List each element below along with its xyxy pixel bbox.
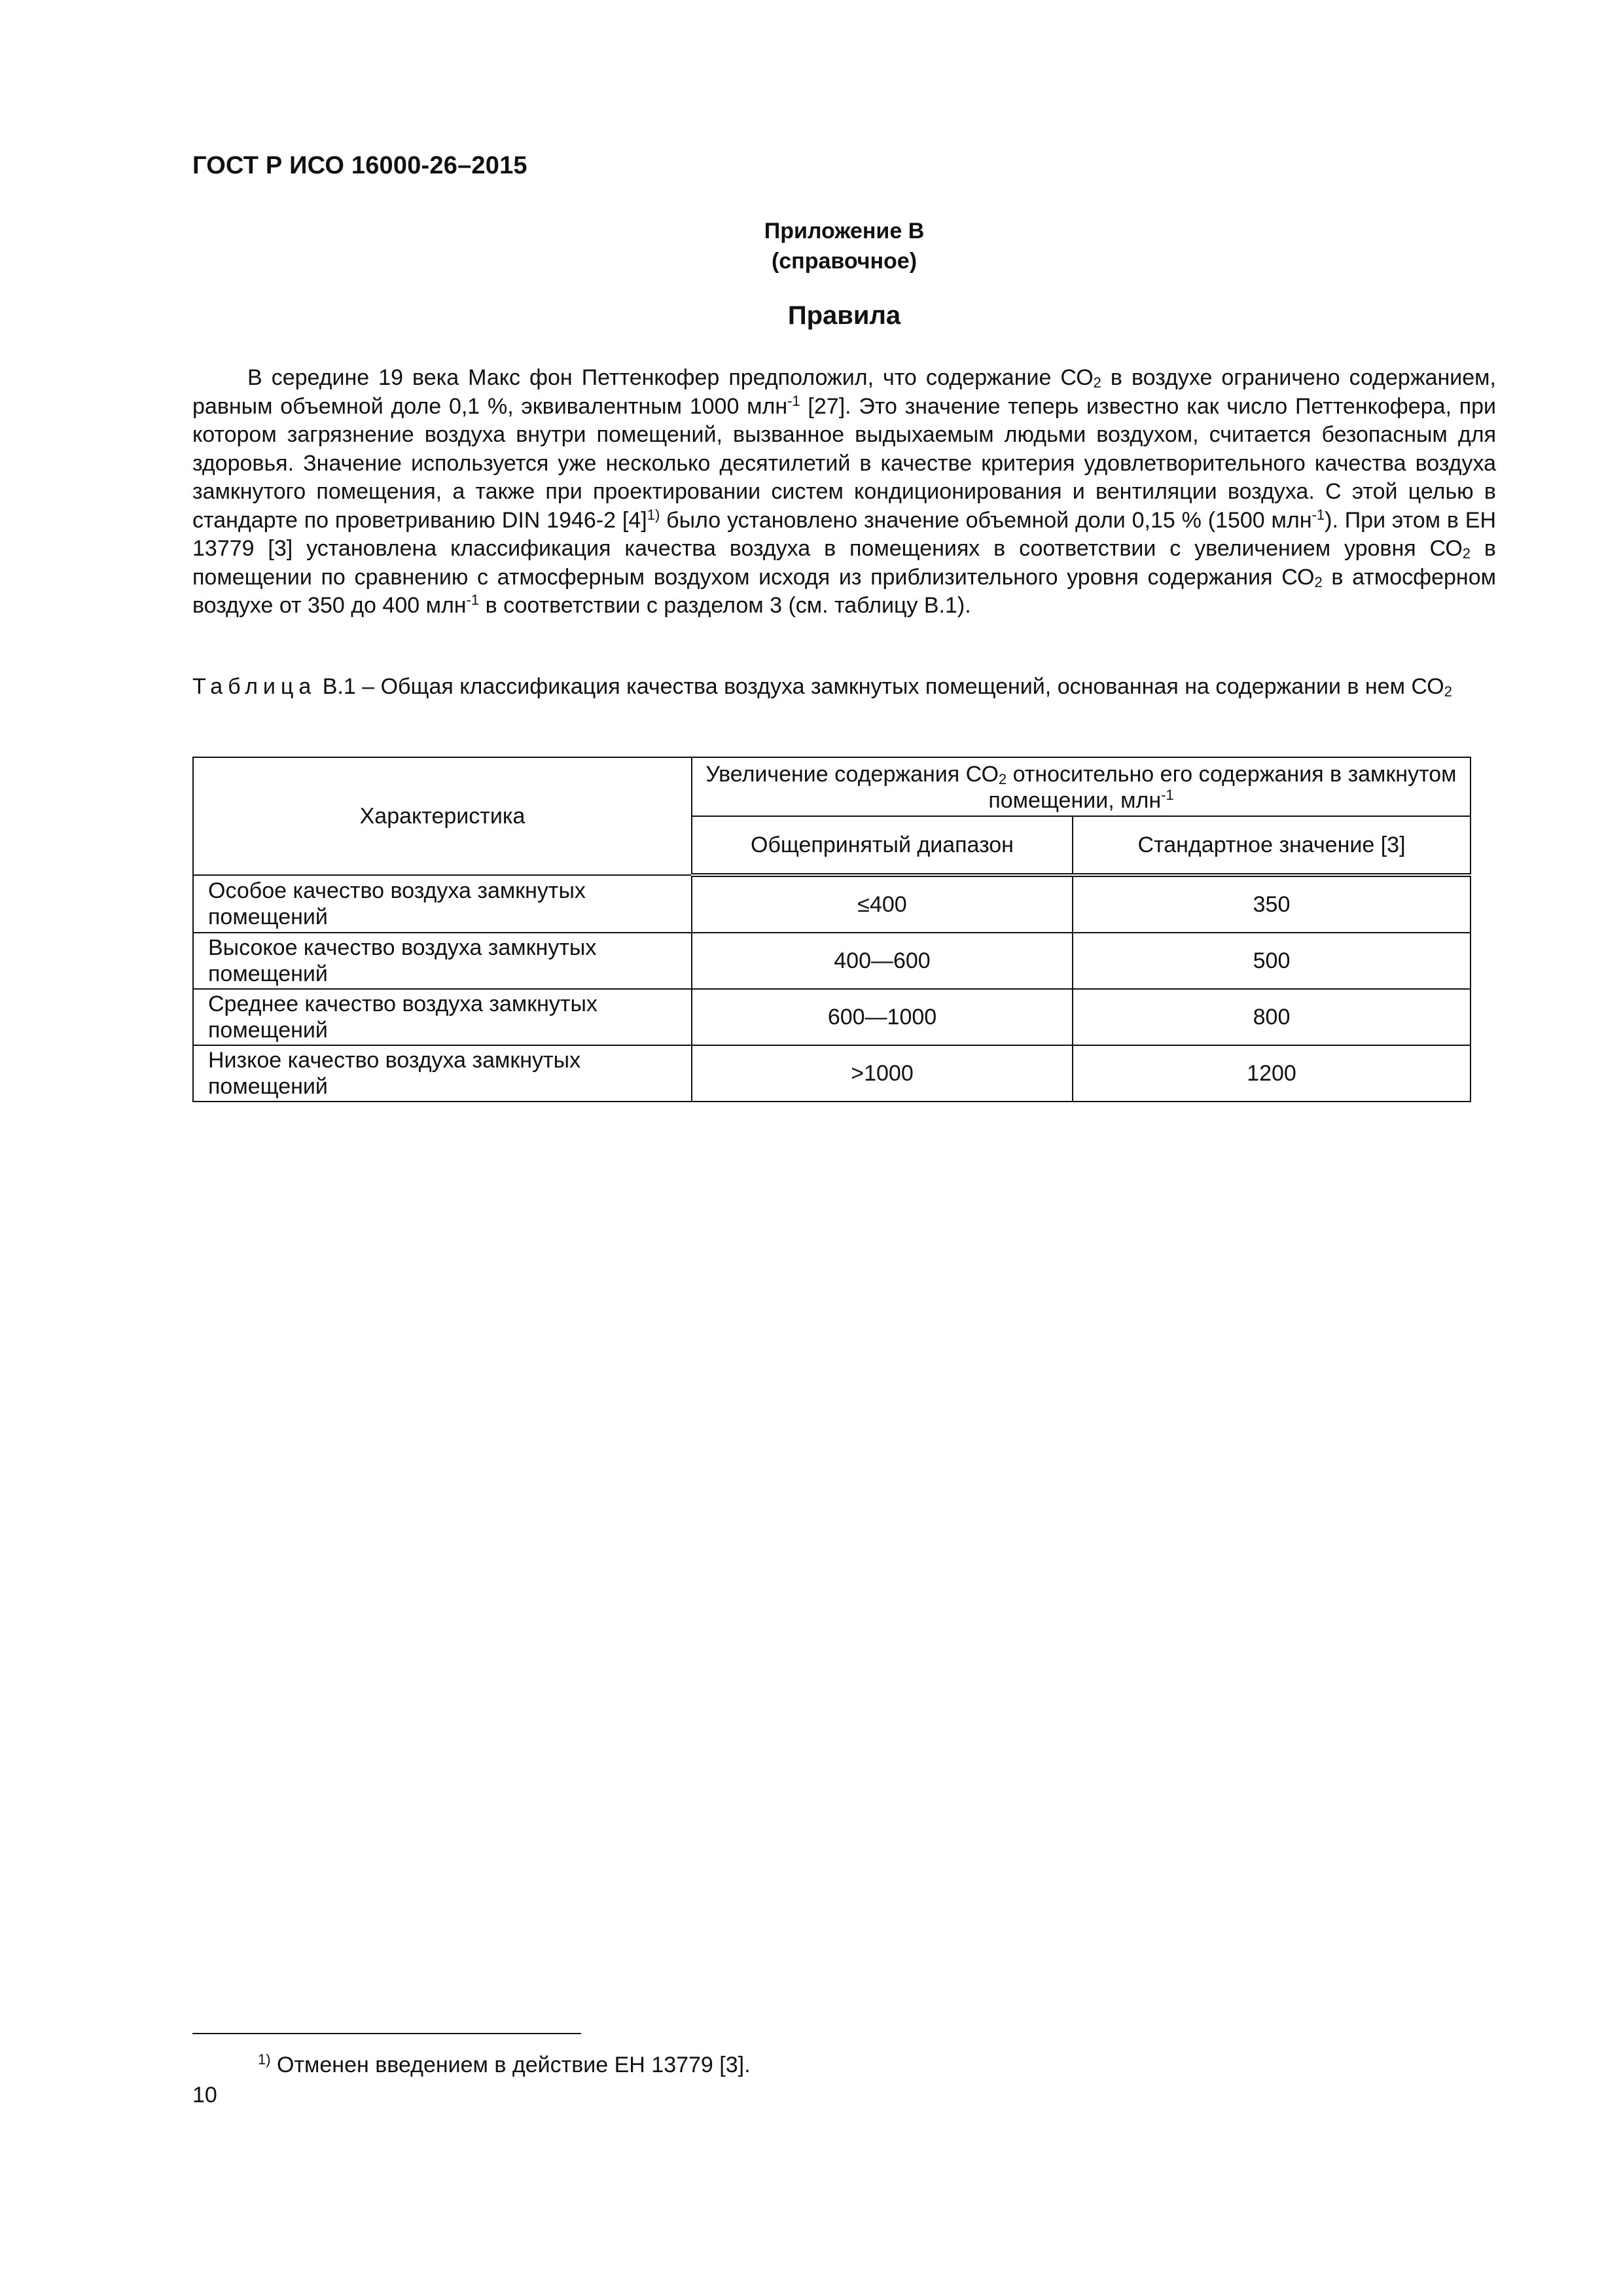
body-text-part: в атмосферном воздухе от 350 до 400 млн: [192, 564, 1496, 618]
cell-characteristic: Среднее качество воздуха замкнутых помещений: [193, 989, 692, 1045]
document-code-header: ГОСТ Р ИСО 16000-26–2015: [192, 152, 527, 179]
cell-standard: 800: [1073, 989, 1471, 1045]
table-caption: [192, 673, 1496, 702]
table-row: [193, 989, 1471, 1045]
header-standard-value: Стандартное значение [3]: [1073, 816, 1471, 875]
table-row: [193, 1045, 1471, 1102]
footnote-reference: 1): [647, 506, 660, 523]
cell-range: ≤400: [692, 875, 1073, 933]
section-title: Правила: [787, 301, 901, 330]
header-text-part: Увеличение содержания СО: [705, 762, 999, 787]
cell-characteristic: Низкое качество воздуха замкнутых помещений: [193, 1045, 692, 1102]
table-row: [193, 875, 1471, 933]
subscript: 2: [1093, 374, 1101, 391]
cell-characteristic: Высокое качество воздуха замкнутых помещений: [193, 933, 692, 989]
table-header-row: [193, 757, 1471, 816]
table-row: [193, 933, 1471, 989]
appendix-type: (справочное): [771, 249, 918, 274]
subscript: 2: [1462, 545, 1471, 562]
cell-range: >1000: [692, 1045, 1073, 1102]
body-text-part: было установлено значение объемной доли 0,15 % (1500 млн: [660, 507, 1312, 533]
header-text-part: относительно его содержания в замкнутом помещении, млн: [988, 762, 1457, 813]
footnote: [258, 2053, 751, 2078]
header-co2-increase: [692, 757, 1471, 816]
footnote-marker: 1): [258, 2051, 271, 2068]
footnote-divider: [192, 2033, 581, 2034]
body-text-part: ). При этом в ЕН 13779 [3] установлена классификация качества воздуха в помещениях в соответствии с увеличением уровня СО: [192, 507, 1496, 561]
body-text-part: [27]. Это значение теперь известно как число Петтенкофера, при котором загрязнение воздуха внутри помещений, вызванное выдыхаемым людьми воздухом, считается безопасным для здоровья. Значение используется уже несколько десятилетий в качестве критерия удовлетворительного качества воздуха замкнутого помещения, а также при проектировании систем кондиционирования и вентиляции воздуха. С этой целью в стандарте по проветриванию DIN 1946-2 [4]: [192, 393, 1497, 533]
superscript: -1: [1161, 787, 1174, 803]
header-common-range: Общепринятый диапазон: [692, 816, 1073, 875]
appendix-title: Приложение В: [764, 219, 925, 243]
body-text-part: в воздухе ограничено содержанием, равным объемной доле 0,1 %, эквивалентным 1000 млн: [192, 365, 1496, 419]
subscript: 2: [1444, 683, 1452, 700]
cell-standard: 500: [1073, 933, 1471, 989]
cell-range: 600—1000: [692, 989, 1073, 1045]
body-text-part: В середине 19 века Макс фон Петтенкофер предположил, что содержание СО: [247, 365, 1094, 390]
cell-standard: 350: [1073, 875, 1471, 933]
cell-standard: 1200: [1073, 1045, 1471, 1102]
cell-range: 400—600: [692, 933, 1073, 989]
appendix-heading: [0, 216, 1623, 276]
footnote-text: Отменен введением в действие ЕН 13779 [3].: [270, 2053, 751, 2077]
superscript: -1: [1311, 506, 1325, 523]
body-text-part: в помещении по сравнению с атмосферным воздухом исходя из приблизительного уровня содержания СО: [192, 536, 1496, 590]
cell-characteristic: Особое качество воздуха замкнутых помещений: [193, 875, 692, 933]
table-caption-label: Таблица: [192, 674, 317, 699]
page-number: 10: [192, 2083, 217, 2108]
air-quality-table: [192, 757, 1471, 1102]
superscript: -1: [466, 592, 480, 608]
header-characteristic: Характеристика: [193, 757, 692, 875]
subscript: 2: [998, 771, 1007, 787]
body-text-part: в соответствии с разделом 3 (см. таблицу В.1).: [479, 593, 971, 618]
body-paragraph: [192, 364, 1496, 620]
table-caption-text: В.1 – Общая классификация качества воздуха замкнутых помещений, основанная на содержании в нем СО: [316, 674, 1444, 699]
superscript: -1: [787, 392, 800, 409]
subscript: 2: [1314, 573, 1323, 590]
